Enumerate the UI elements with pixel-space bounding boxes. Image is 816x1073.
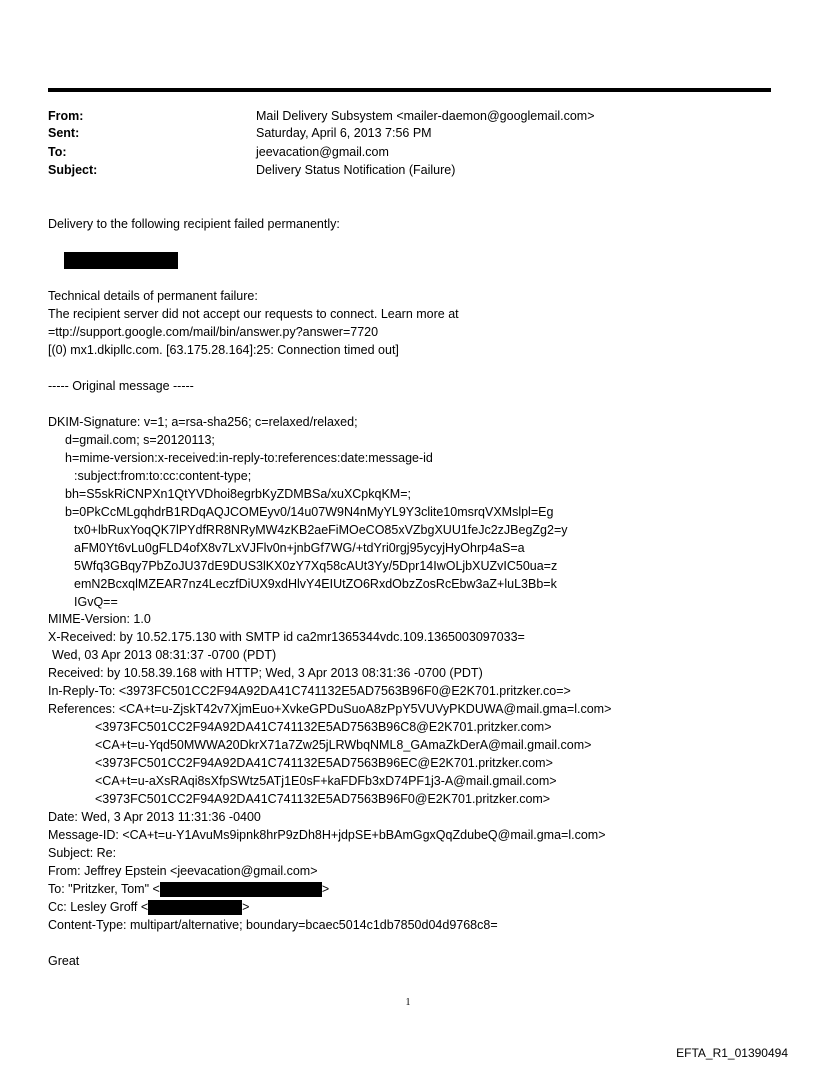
tech-line-4: [(0) mx1.dkipllc.com. [63.175.28.164]:25: Connection timed out] (48, 343, 399, 357)
tech-line-3: =ttp://support.google.com/mail/bin/answer.py?answer=7720 (48, 325, 379, 339)
cc-line-prefix: Cc: Lesley Groff < (48, 900, 149, 914)
x-received-2: Wed, 03 Apr 2013 08:31:37 -0700 (PDT) (52, 648, 277, 662)
body-text-great: Great (48, 954, 80, 968)
dkim-line-11: IGvQ== (74, 595, 118, 609)
references-5: <CA+t=u-aXsRAqi8sXfpSWtz5ATj1E0sF+kaFDFb3xD74PF1j3-A@mail.gmail.com> (95, 774, 557, 788)
subject-value: Delivery Status Notification (Failure) (256, 163, 456, 177)
references-4: <3973FC501CC2F94A92DA41C741132E5AD7563B96EC@E2K701.pritzker.com> (95, 756, 553, 770)
mime-version: MIME-Version: 1.0 (48, 612, 151, 626)
from-value: Mail Delivery Subsystem <mailer-daemon@googlemail.com> (256, 109, 595, 123)
references-2: <3973FC501CC2F94A92DA41C741132E5AD7563B96C8@E2K701.pritzker.com> (95, 720, 552, 734)
header-divider (48, 88, 771, 92)
dkim-line-7: tx0+lbRuxYoqQK7lPYdfRR8NRyMW4zKB2aeFiMOeCO85xVZbgXUU1feJc2zJBegZg2=y (74, 523, 568, 537)
to-line-prefix: To: "Pritzker, Tom" < (48, 882, 160, 896)
document-id: EFTA_R1_01390494 (676, 1046, 788, 1060)
to-redaction (160, 882, 322, 897)
message-id-line: Message-ID: <CA+t=u-Y1AvuMs9ipnk8hrP9zDh8H+jdpSE+bBAmGgxQqZdubeQ@mail.gma=l.com> (48, 828, 606, 842)
in-reply-to: In-Reply-To: <3973FC501CC2F94A92DA41C741132E5AD7563B96F0@E2K701.pritzker.co=> (48, 684, 571, 698)
dkim-line-5: bh=S5skRiCNPXn1QtYVDhoi8egrbKyZDMBSa/xuXCpkqKM=; (65, 487, 411, 501)
dkim-line-1: DKIM-Signature: v=1; a=rsa-sha256; c=relaxed/relaxed; (48, 415, 358, 429)
dkim-line-4: :subject:from:to:cc:content-type; (74, 469, 252, 483)
to-label: To: (48, 145, 67, 159)
original-message-divider: ----- Original message ----- (48, 379, 194, 393)
dkim-line-2: d=gmail.com; s=20120113; (65, 433, 215, 447)
content-type-line: Content-Type: multipart/alternative; boundary=bcaec5014c1db7850d04d9768c8= (48, 918, 498, 932)
dkim-line-9: 5Wfq3GBqy7PbZoJU37dE9DUS3lKX0zY7Xq58cAUt3Yy/5Dpr14IwOLjbXUZvIC50ua=z (74, 559, 558, 573)
to-value: jeevacation@gmail.com (256, 145, 389, 159)
references-3: <CA+t=u-Yqd50MWWA20DkrX71a7Zw25jLRWbqNML8_GAmaZkDerA@mail.gmail.com> (95, 738, 592, 752)
date-line: Date: Wed, 3 Apr 2013 11:31:36 -0400 (48, 810, 261, 824)
dkim-line-6: b=0PkCcMLgqhdrB1RDqAQJCOMEyv0/14u07W9N4nMyYL9Y3clite10msrqVXMslpl=Eg (65, 505, 554, 519)
intro-text: Delivery to the following recipient failed permanently: (48, 217, 340, 231)
tech-line-2: The recipient server did not accept our requests to connect. Learn more at (48, 307, 459, 321)
to-line (48, 881, 329, 898)
redaction-box (64, 252, 178, 269)
from-line: From: Jeffrey Epstein <jeevacation@gmail.com> (48, 864, 318, 878)
references-1: References: <CA+t=u-ZjskT42v7XjmEuo+XvkeGPDuSuoA8zPpY5VUVyPKDUWA@mail.gma=l.com> (48, 702, 612, 716)
received-line: Received: by 10.58.39.168 with HTTP; Wed, 3 Apr 2013 08:31:36 -0700 (PDT) (48, 666, 483, 680)
dkim-line-10: emN2BcxqlMZEAR7nz4LeczfDiUX9xdHlvY4EIUtZO6RxdObzZosRcEbw3aZ+luL3Bb=k (74, 577, 557, 591)
cc-redaction (148, 900, 242, 915)
cc-line-suffix: > (242, 900, 250, 914)
to-line-suffix: > (321, 882, 330, 896)
cc-line (48, 899, 249, 916)
from-label: From: (48, 109, 84, 123)
subject-line: Subject: Re: (48, 846, 117, 860)
x-received-1: X-Received: by 10.52.175.130 with SMTP id ca2mr1365344vdc.109.1365003097033= (48, 630, 525, 644)
subject-label: Subject: (48, 163, 98, 177)
sent-label: Sent: (48, 126, 80, 140)
sent-value: Saturday, April 6, 2013 7:56 PM (256, 126, 432, 140)
page-number: 1 (405, 997, 411, 1008)
tech-line-1: Technical details of permanent failure: (48, 289, 258, 303)
dkim-line-3: h=mime-version:x-received:in-reply-to:references:date:message-id (65, 451, 433, 465)
references-6: <3973FC501CC2F94A92DA41C741132E5AD7563B96F0@E2K701.pritzker.com> (95, 792, 551, 806)
dkim-line-8: aFM0Yt6vLu0gFLD4ofX8v7LxVJFlv0n+jnbGf7WG/+tdYri0rgj95ycyjHyOhrp4aS=a (74, 541, 525, 555)
